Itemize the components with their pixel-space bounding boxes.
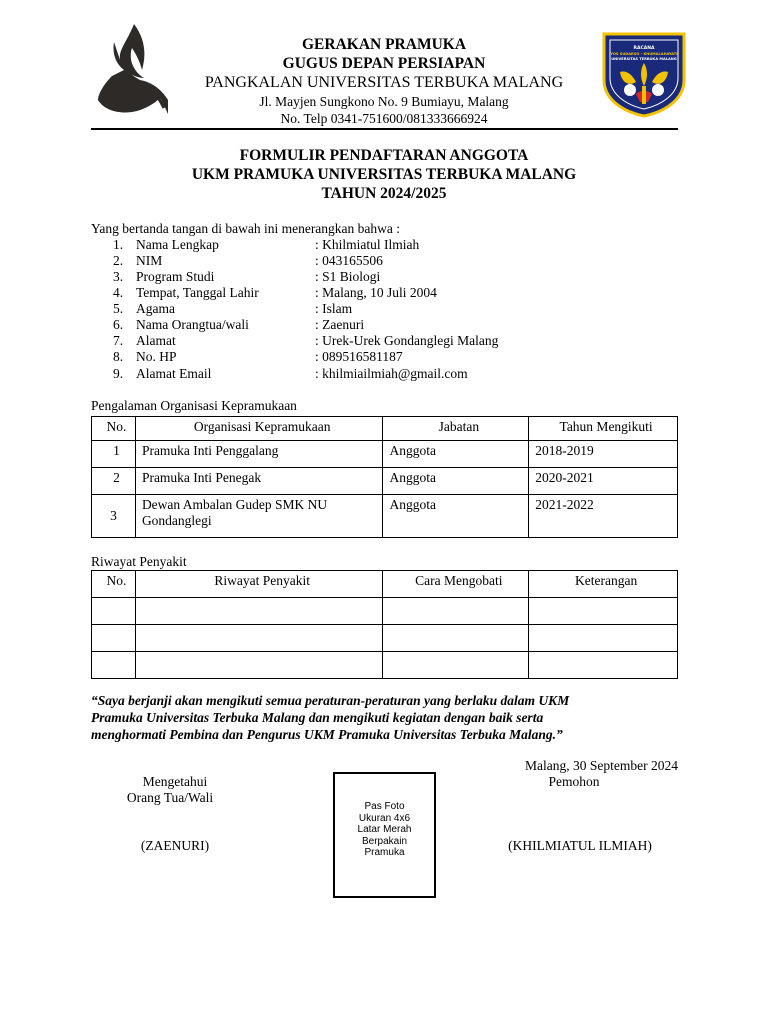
field-label: Nama Lengkap: [136, 237, 219, 252]
org-name: GERAKAN PRAMUKA: [301, 36, 467, 53]
year-cell: 2018-2019: [529, 441, 678, 468]
experience-heading: Pengalaman Organisasi Kepramukaan: [91, 398, 297, 413]
field-label: Program Studi: [136, 269, 215, 284]
role-cell: Anggota: [383, 441, 529, 468]
field-value: : Khilmiatul Ilmiah: [315, 237, 420, 252]
guardian-name: (ZAENURI): [140, 838, 210, 853]
phone: No. Telp 0341-751600/081333666924: [280, 111, 488, 126]
pledge-line1: “Saya berjanji akan mengikuti semua peraturan-peraturan yang berlaku dalam UKM: [91, 693, 570, 708]
field-label: Alamat: [136, 333, 176, 348]
field-value: : Urek-Urek Gondanglegi Malang: [315, 333, 499, 348]
field-value: : Malang, 10 Juli 2004: [315, 285, 437, 300]
pledge-line3: menghormati Pembina dan Pengurus UKM Pramuka Universitas Terbuka Malang.”: [91, 727, 563, 742]
field-number: 7.: [113, 333, 124, 348]
role-cell: Anggota: [383, 468, 529, 495]
empty-cell: [135, 652, 382, 679]
column-header: No.: [92, 571, 136, 598]
form-title-line1: FORMULIR PENDAFTARAN ANGGOTA: [239, 147, 529, 164]
field-label: NIM: [136, 253, 163, 268]
table-row: [92, 598, 678, 625]
row-number: 1: [92, 441, 136, 468]
field-value: : S1 Biologi: [315, 269, 381, 284]
photo-placeholder: [333, 772, 436, 898]
intro-text: Yang bertanda tangan di bawah ini menerangkan bahwa :: [91, 221, 401, 236]
table-row: [92, 652, 678, 679]
illness-heading: Riwayat Penyakit: [91, 554, 187, 569]
column-header: Riwayat Penyakit: [135, 571, 382, 598]
field-number: 6.: [113, 317, 124, 332]
empty-cell: [135, 598, 382, 625]
photo-caption-line: Ukuran 4x6: [358, 812, 411, 824]
field-label: Tempat, Tanggal Lahir: [136, 285, 259, 300]
emblem-text-mid: YOS SUDARSO - KHUMALAHAYATI: [610, 52, 678, 56]
empty-cell: [92, 652, 136, 679]
role-cell: Anggota: [383, 495, 529, 538]
organization-cell: [135, 495, 383, 538]
photo-caption-line: Pas Foto: [364, 801, 405, 812]
empty-cell: [135, 625, 382, 652]
header-divider: [91, 128, 678, 130]
field-number: 8.: [113, 349, 124, 364]
guardian-label1: Mengetahui: [142, 774, 208, 789]
field-label: Alamat Email: [136, 366, 212, 381]
table-row: [92, 495, 678, 538]
form-title-line2: UKM PRAMUKA UNIVERSITAS TERBUKA MALANG: [191, 166, 577, 183]
applicant-name: (KHILMIATUL ILMIAH): [508, 838, 652, 853]
field-label: Agama: [136, 301, 175, 316]
row-number: 2: [92, 468, 136, 495]
emblem-text-top: RACANA: [633, 46, 655, 51]
empty-cell: [383, 652, 529, 679]
emblem-text-bottom: UNIVERSITAS TERBUKA MALANG: [611, 57, 677, 61]
empty-cell: [92, 625, 136, 652]
field-number: 5.: [113, 301, 124, 316]
column-header: Organisasi Kepramukaan: [135, 417, 383, 441]
field-number: 4.: [113, 285, 124, 300]
field-label: No. HP: [136, 349, 177, 364]
experience-table: [91, 416, 678, 538]
empty-cell: [383, 598, 529, 625]
field-value: : Islam: [315, 301, 353, 316]
address: Jl. Mayjen Sungkono No. 9 Bumiayu, Malang: [259, 94, 509, 109]
empty-cell: [383, 625, 529, 652]
year-cell: 2020-2021: [529, 468, 678, 495]
guardian-label2: Orang Tua/Wali: [126, 790, 214, 805]
table-row: [92, 441, 678, 468]
organization-cell: Pramuka Inti Penggalang: [135, 441, 383, 468]
field-number: 1.: [113, 237, 124, 252]
table-header-row: [92, 417, 678, 441]
organization-line1: Dewan Ambalan Gudep SMK NU: [141, 497, 328, 512]
empty-cell: [92, 598, 136, 625]
photo-caption-line: Pramuka: [364, 847, 405, 858]
photo-caption-line: Latar Merah: [357, 824, 412, 835]
field-value: : 089516581187: [315, 349, 403, 364]
pledge-line2: Pramuka Universitas Terbuka Malang dan mengikuti kegiatan dengan baik serta: [91, 710, 544, 725]
table-row: [92, 625, 678, 652]
form-title-line3: TAHUN 2024/2025: [321, 185, 447, 202]
table-row: [92, 468, 678, 495]
column-header: Tahun Mengikuti: [529, 417, 678, 441]
empty-cell: [529, 652, 678, 679]
row-number: 3: [92, 495, 136, 538]
base-name: PANGKALAN UNIVERSITAS TERBUKA MALANG: [204, 74, 564, 91]
gudep-name: GUGUS DEPAN PERSIAPAN: [282, 55, 486, 72]
applicant-role: Pemohon: [548, 774, 600, 789]
empty-cell: [529, 598, 678, 625]
field-label: Nama Orangtua/wali: [136, 317, 249, 332]
column-header: Jabatan: [383, 417, 529, 441]
photo-caption-line: Berpakain: [361, 835, 408, 847]
organization-cell: Pramuka Inti Penegak: [135, 468, 383, 495]
organization-line2: Gondanglegi: [141, 513, 212, 528]
table-header-row: [92, 571, 678, 598]
field-number: 2.: [113, 253, 124, 268]
field-value: : 043165506: [315, 253, 383, 268]
column-header: No.: [92, 417, 136, 441]
illness-table: [91, 570, 678, 679]
place-date: Malang, 30 September 2024: [525, 758, 678, 773]
year-cell: 2021-2022: [529, 495, 678, 538]
field-value: : khilmiailmiah@gmail.com: [315, 366, 468, 381]
field-number: 3.: [113, 269, 124, 284]
field-number: 9.: [113, 366, 124, 381]
column-header: Keterangan: [529, 571, 678, 598]
field-value: : Zaenuri: [315, 317, 365, 332]
empty-cell: [529, 625, 678, 652]
column-header: Cara Mengobati: [383, 571, 529, 598]
